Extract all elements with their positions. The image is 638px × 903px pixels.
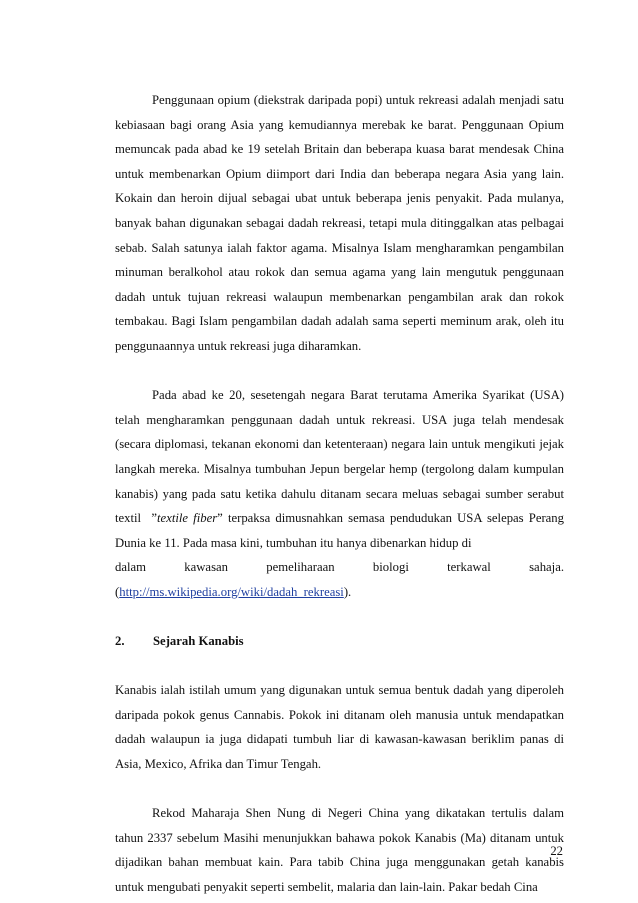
section-heading (115, 629, 564, 654)
wikipedia-link[interactable]: http://ms.wikipedia.org/wiki/dadah_rekreasi (119, 584, 344, 599)
section-number: 2. (115, 634, 125, 649)
paragraph-gap (115, 777, 564, 802)
section-title: Sejarah Kanabis (153, 634, 244, 649)
citation-open: ( (115, 584, 120, 599)
citation-line (115, 580, 564, 605)
paragraph-prohibition-text-cont: ” terpaksa dimusnahkan semasa pendudukan USA selepas Perang Dunia ke 11. Pada masa kini, tumbuhan itu hanya dibenarkan hidup di (115, 511, 564, 550)
paragraph-gap (115, 359, 564, 384)
paragraph-shen-nung: Rekod Maharaja Shen Nung di Negeri China yang dikatakan tertulis dalam tahun 2337 sebelum Masihi menunjukkan bahawa pokok Kanabis (Ma) ditanam untuk dijadikan bahan membuat kain. Para tabib China juga menggunakan getah kanabis untuk mengubati penyakit seperti sembelit, malaria dan lain-lain. Pakar bedah Cina (115, 806, 564, 894)
paragraph-prohibition-text: Pada abad ke 20, sesetengah negara Barat terutama Amerika Syarikat (USA) telah mengharamkan penggunaan dadah untuk rekreasi. USA juga telah mendesak (secara diplomasi, tekanan ekonomi dan ketenteraan) negara lain untuk mengikuti jejak langkah mereka. Misalnya tumbuhan Jepun bergelar hemp (tergolong dalam kumpulan kanabis) yang pada satu ketika dahulu ditanam secara meluas sebagai sumber serabut textil ” (115, 388, 564, 526)
page-number: 22 (550, 844, 563, 858)
italic-term: textile fiber (157, 511, 218, 526)
paragraph-gap (115, 604, 564, 629)
paragraph-prohibition (115, 383, 564, 555)
paragraph-opium: Penggunaan opium (diekstrak daripada popi) untuk rekreasi adalah menjadi satu kebiasaan bagi orang Asia yang kemudiannya merebak ke barat. Penggunaan Opium memuncak pada abad ke 19 setelah Britain dan beberapa kuasa barat mendesak China untuk membenarkan Opium diimport dari India dan beberapa negara Asia yang lain. Kokain dan heroin dijual sebagai ubat untuk beberapa jenis penyakit. Pada mulanya, banyak bahan digunakan sebagai dadah rekreasi, tetapi mula ditinggalkan atas pelbagai sebab. Salah satunya ialah faktor agama. Misalnya Islam mengharamkan pengambilan minuman beralkohol atau rokok dan semua agama yang lain mengutuk penggunaan dadah untuk tujuan rekreasi walaupun membenarkan pengambilan arak dan rokok tembakau. Bagi Islam pengambilan dadah adalah sama seperti meminum arak, oleh itu penggunaannya untuk rekreasi juga diharamkan. (115, 93, 564, 353)
paragraph-kanabis: Kanabis ialah istilah umum yang digunakan untuk semua bentuk dadah yang diperoleh daripada pokok genus Cannabis. Pokok ini ditanam oleh manusia untuk mendapatkan dadah walaupun ia juga didapati tumbuh liar di kawasan-kawasan beriklim panas di Asia, Mexico, Afrika dan Timur Tengah. (115, 683, 564, 772)
page-body (115, 88, 564, 900)
paragraph-gap (115, 654, 564, 679)
citation-close: ). (343, 584, 352, 599)
paragraph-prohibition-last-line: dalam kawasan pemeliharaan biologi terkawal sahaja. (115, 560, 564, 575)
